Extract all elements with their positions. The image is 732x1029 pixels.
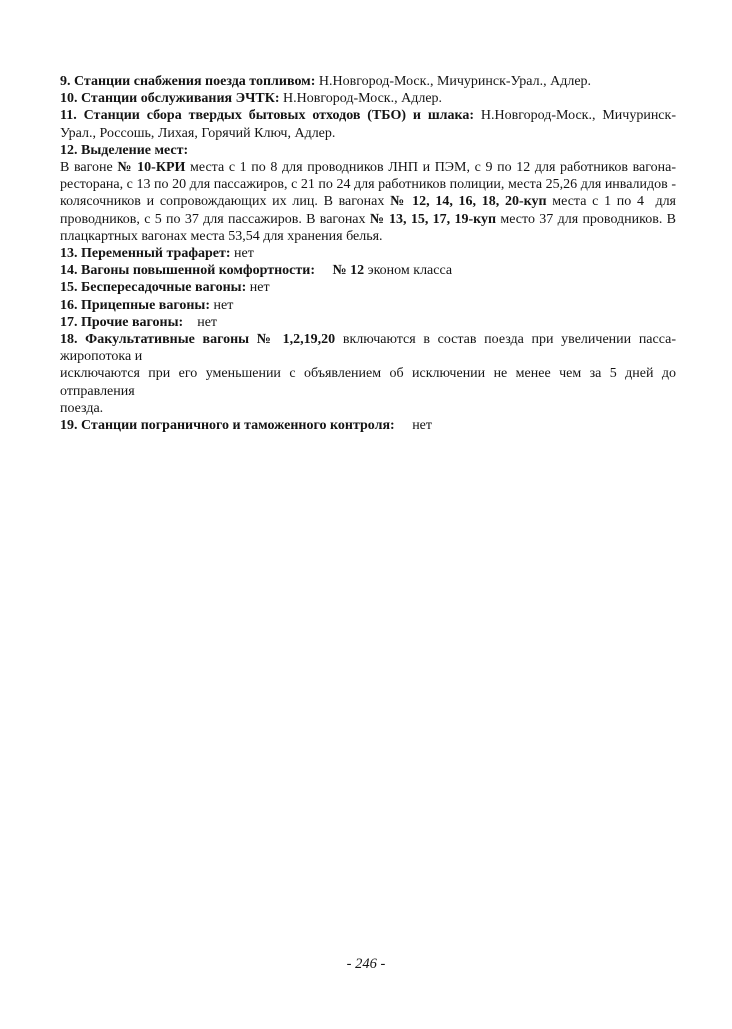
item-16-value: нет: [210, 297, 234, 313]
item-11-value: Н.Новгород-Моск., Мичуринск-Урал., Россошь, Лихая, Горячий Ключ, Адлер.: [60, 108, 676, 141]
item-12-bold-2: № 12, 14, 16, 18, 20-куп: [390, 194, 547, 210]
item-18-continuation: исключаются при его уменьшении с объявлением об исключении не менее чем за 5 дней до отправления: [60, 366, 676, 399]
item-11-label: 11. Станции сбора твердых бытовых отходов (ТБО) и шлака:: [60, 108, 475, 124]
item-18-ending: поезда.: [60, 400, 104, 416]
item-14-label: 14. Вагоны повышенной комфортности:: [60, 263, 315, 279]
item-12-text-1: В вагоне: [60, 160, 118, 176]
item-19-label: 19. Станции пограничного и таможенного контроля:: [60, 418, 395, 434]
item-12-text-2: места с 1 по 8 для проводников ЛНП и ПЭМ, с 9 по 12 для работников вагона-ресторана, с 13 по 20 для пассажиров, с 21 по 24 для работников полиции, места 25,26 для инвалидов - колясочников и сопровождающих их лиц. В вагонах: [60, 160, 676, 210]
item-15-value: нет: [246, 280, 270, 296]
item-12-label: 12. Выделение мест:: [60, 142, 189, 158]
item-16-label: 16. Прицепные вагоны:: [60, 297, 211, 313]
item-9-label: 9. Станции снабжения поезда топливом:: [60, 74, 316, 89]
item-12-paragraph: [60, 159, 676, 245]
item-13-label: 13. Переменный трафарет:: [60, 246, 231, 262]
item-13-value: нет: [230, 246, 254, 262]
item-17: [60, 314, 676, 331]
item-12-bold-1: № 10-КРИ: [117, 160, 186, 176]
item-9: [60, 73, 676, 90]
item-10: [60, 90, 676, 107]
item-16: [60, 297, 676, 314]
item-14-value: эконом класса: [364, 263, 453, 279]
document-content: [60, 73, 676, 434]
page-number: - 246 -: [346, 956, 386, 972]
item-18-line-2: [60, 365, 676, 399]
item-11: [60, 107, 676, 141]
item-14-wagon-number: № 12: [315, 263, 365, 279]
item-17-label: 17. Прочие вагоны:: [60, 314, 184, 330]
item-18-value: включаются в состав поезда при увеличении пасса-жиропотока и: [60, 332, 676, 365]
item-18-label: 18. Факультативные вагоны № 1,2,19,20: [60, 332, 336, 348]
item-12: [60, 142, 676, 159]
item-10-label: 10. Станции обслуживания ЭЧТК:: [60, 91, 280, 107]
item-19-value: нет: [394, 418, 433, 434]
item-12-bold-3: № 13, 15, 17, 19-куп: [369, 211, 497, 227]
item-17-value: нет: [183, 314, 218, 330]
item-15-label: 15. Беспересадочные вагоны:: [60, 280, 247, 296]
item-13: [60, 245, 676, 262]
item-18-line-3: [60, 400, 676, 417]
item-18-line-1: [60, 331, 676, 365]
item-12-text-4: место 37 для проводников. В плацкартных вагонах места 53,54 для хранения белья.: [60, 211, 677, 244]
item-12-text-3: места с 1 по 4 для проводников, с 5 по 37 для пассажиров. В вагонах: [60, 194, 676, 227]
item-9-value: Н.Новгород-Моск., Мичуринск-Урал., Адлер.: [315, 74, 592, 89]
item-10-value: Н.Новгород-Моск., Адлер.: [279, 91, 443, 107]
item-19: [60, 417, 676, 434]
item-14: [60, 262, 676, 279]
item-15: [60, 279, 676, 296]
